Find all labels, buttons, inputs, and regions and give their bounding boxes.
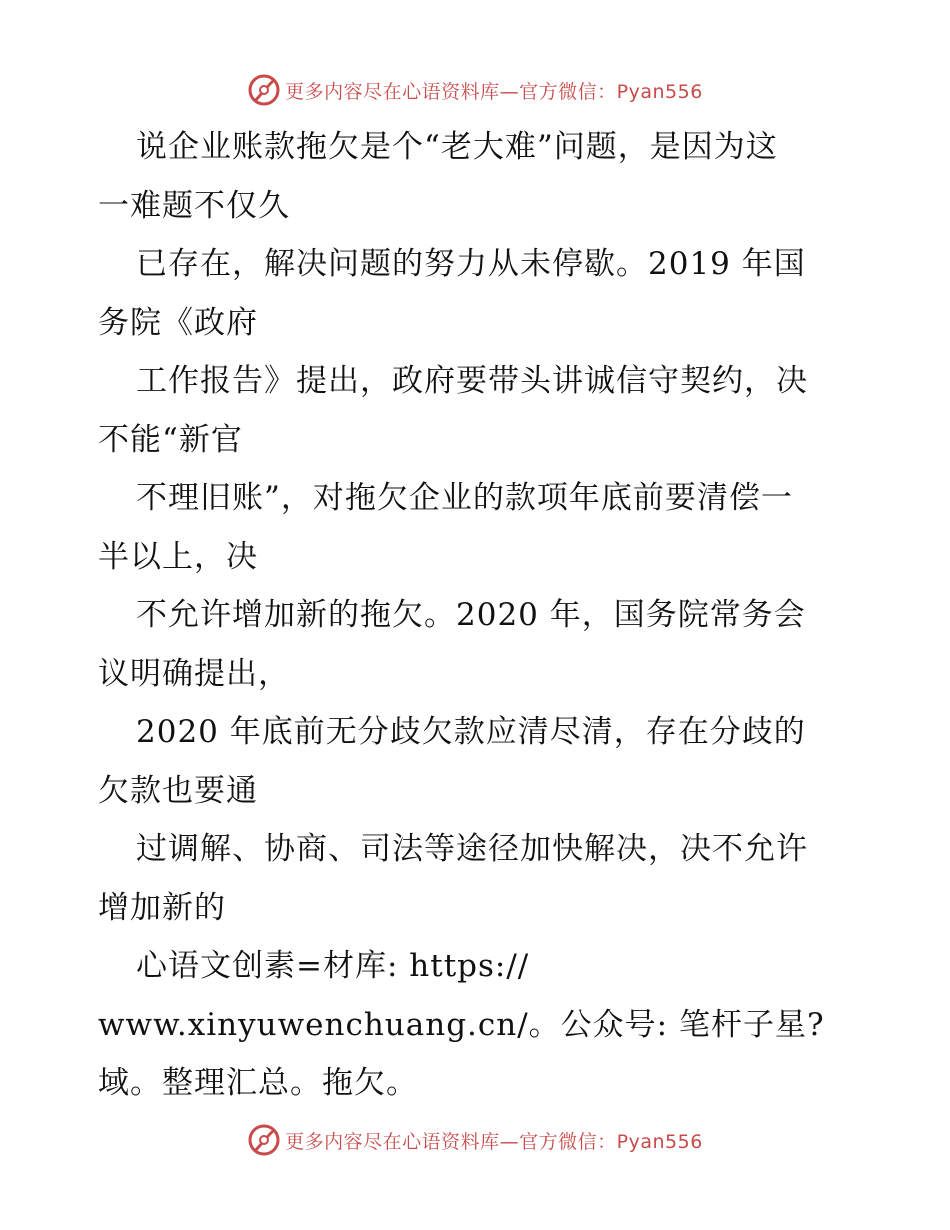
body-line: 欠款也要通 [98,772,258,809]
body-line: 不理旧账”，对拖欠企业的款项年底前要清偿一 [136,480,793,516]
body-line: 务院《政府 [98,304,258,341]
body-line: www.xinyuwenchuang.cn/。公众号: 笔杆子星? [98,1006,825,1043]
quill-circle-logo-icon [247,73,281,107]
body-line: 一难题不仅久 [98,187,290,224]
body-line: 半以上，决 [98,538,258,575]
header-banner-text: 更多内容尽在心语资料库—官方微信：Pyan556 [285,80,703,103]
footer-banner [0,1118,950,1162]
body-line: 议明确提出， [98,655,290,692]
header-banner [0,68,950,112]
body-line: 域。整理汇总。拖欠。 [98,1065,418,1101]
body-line: 工作报告》提出，政府要带头讲诚信守契约，决 [136,363,808,399]
body-line: 说企业账款拖欠是个“老大难”问题，是因为这 [136,129,778,165]
document-body [98,118,868,1113]
body-line: 不能“新官 [98,421,243,458]
quill-circle-logo-icon [247,1123,281,1157]
footer-banner-text: 更多内容尽在心语资料库—官方微信：Pyan556 [285,1130,703,1153]
body-line: 增加新的 [98,889,226,926]
body-line: 过调解、协商、司法等途径加快解决，决不允许 [136,831,808,867]
body-line: 2020 年底前无分歧欠款应清尽清，存在分歧的 [136,714,806,750]
body-line: 已存在，解决问题的努力从未停歇。2019 年国 [136,246,806,282]
body-line: 心语文创素=材库: https:// [136,948,530,984]
body-line: 不允许增加新的拖欠。2020 年，国务院常务会 [136,597,806,633]
